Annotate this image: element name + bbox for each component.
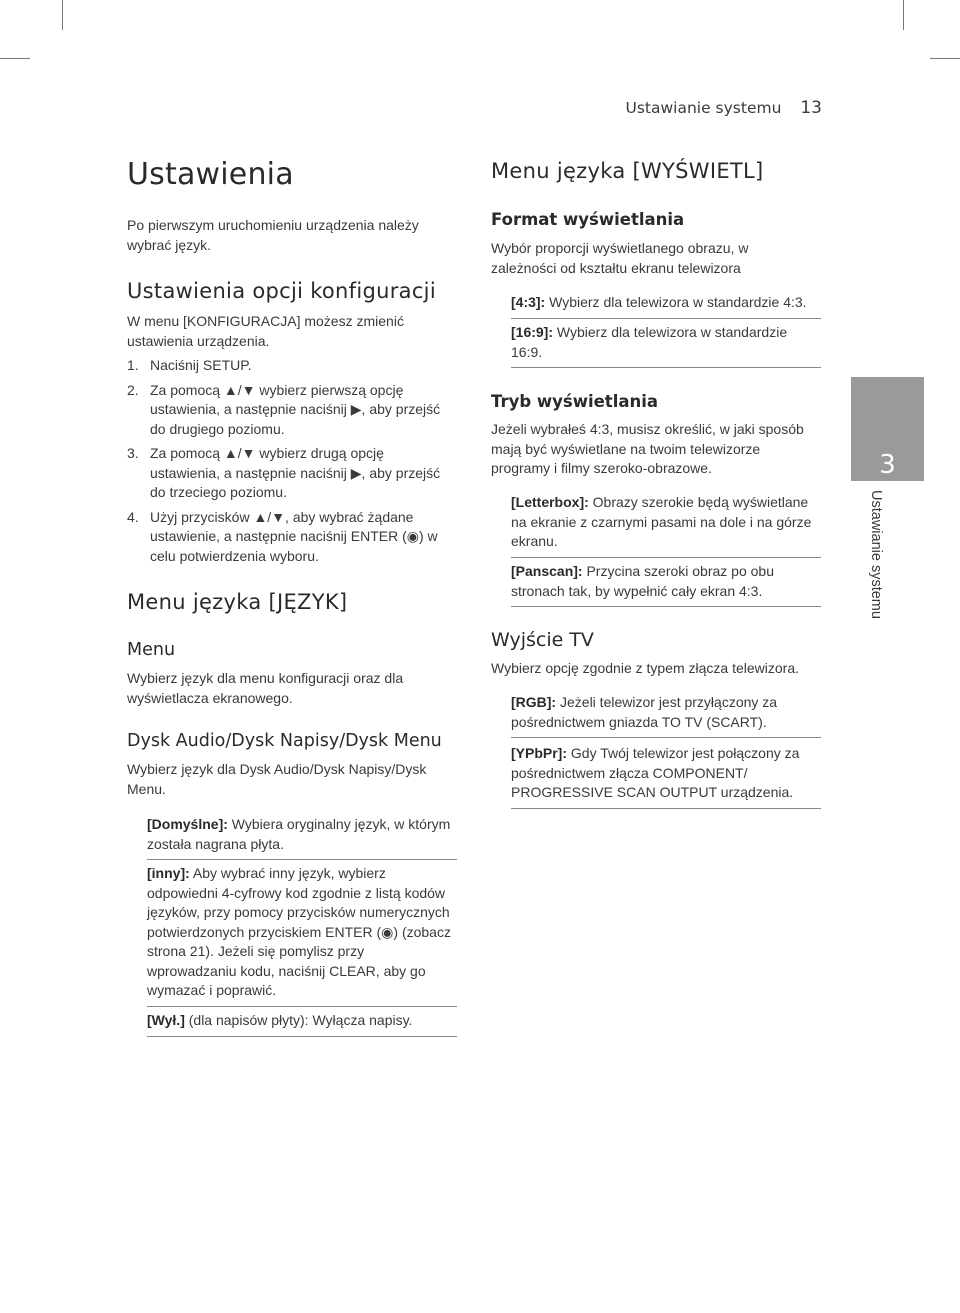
option-16-9 [511,323,821,368]
menu-subheading: Menu [127,640,176,660]
crop-mark [62,0,63,30]
option-key: [RGB]: [511,694,557,710]
option-key: [Wył.] [147,1012,185,1028]
tv-output-heading: Wyjście TV [491,629,594,651]
step-item [127,508,457,567]
step-text: Naciśnij SETUP. [150,357,252,373]
step-item [127,444,457,503]
running-header [422,98,822,118]
option-text: Wybiera oryginalny język, w którym została nagrana płyta. [147,816,451,852]
option-rgb [511,693,821,738]
step-text: Za pomocą ▲/▼ wybierz pierwszą opcję ustawienia, a następnie naciśnij ▶, aby przejść do drugiego poziomu. [150,381,441,437]
chapter-label-text: Ustawianie systemu [868,490,884,619]
menu-text: Wybierz język dla menu konfiguracji oraz dla wyświetlacza ekranowego. [127,670,404,706]
disc-text: Wybierz język dla Dysk Audio/Dysk Napisy/Dysk Menu. [127,761,427,797]
option-key: [Letterbox]: [511,494,589,510]
step-number: 1. [127,357,139,373]
option-4-3 [511,293,821,319]
option-text: Wybierz dla telewizora w standardzie 4:3. [545,294,807,310]
option-letterbox [511,493,821,558]
format-text: Wybór proporcji wyświetlanego obrazu, w zależności od kształtu ekranu telewizora [491,240,749,276]
step-number: 2. [127,381,139,398]
format-heading: Format wyświetlania [491,210,685,229]
option-text: Wybierz dla telewizora w standardzie 16:9. [511,324,788,360]
option-text: Aby wybrać inny język, wybierz odpowiedni 4-cyfrowy kod zgodnie z listą kodów języków, przy pomocy przycisków numerycznych potwierdzonych przyciskiem ENTER (◉) (zobacz strona 21). Jeżeli się pomylisz przy wprowadzaniu kodu, naciśnij CLEAR, aby go wymazać i poprawić. [147,865,451,998]
option-text: Gdy Twój telewizor jest połączony za pośrednictwem złącza COMPONENT/ PROGRESSIVE SCAN OUTPUT urządzenia. [511,745,800,800]
mode-heading: Tryb wyświetlania [491,392,659,411]
option-key: [Domyślne]: [147,816,228,832]
chapter-number: 3 [879,450,896,480]
intro-text: Po pierwszym uruchomieniu urządzenia należy wybrać język. [127,217,419,253]
step-number: 4. [127,508,139,525]
disc-subheading: Dysk Audio/Dysk Napisy/Dysk Menu [127,731,442,751]
page-title: Ustawienia [127,157,294,192]
config-intro: W menu [KONFIGURACJA] możesz zmienić ustawienia urządzenia. [127,313,404,349]
step-item [127,356,457,376]
header-section-title: Ustawianie systemu [625,99,782,117]
crop-mark [903,0,904,30]
option-key: [YPbPr]: [511,745,567,761]
option-other [147,864,457,1007]
option-text: Obrazy szerokie będą wyświetlane na ekranie z czarnymi pasami na dole i na górze ekranu. [511,494,812,549]
step-number: 3. [127,445,139,461]
page-number: 13 [800,98,822,118]
option-text: Jeżeli telewizor jest przyłączony za pośrednictwem gniazda TO TV (SCART). [511,694,778,730]
display-menu-heading: Menu języka [WYŚWIETL] [491,159,764,183]
option-ypbpr [511,744,821,809]
step-text: Za pomocą ▲/▼ wybierz drugą opcję ustawienia, a następnie naciśnij ▶, aby przejść do trzeciego poziomu. [150,445,441,500]
option-key: [16:9]: [511,324,554,340]
option-key: [inny]: [147,865,190,881]
language-menu-heading: Menu języka [JĘZYK] [127,590,348,614]
option-key: [4:3]: [511,294,546,310]
step-item [127,381,457,440]
config-heading: Ustawienia opcji konfiguracji [127,279,436,303]
step-text: Użyj przycisków ▲/▼, aby wybrać żądane ustawienie, a następnie naciśnij ENTER (◉) w celu potwierdzenia wyboru. [150,508,438,564]
setup-steps [127,356,457,571]
option-text: Przycina szeroki obraz po obu stronach tak, by wypełnić cały ekran 4:3. [511,563,775,599]
mode-text: Jeżeli wybrałeś 4:3, musisz określić, w jaki sposób mają być wyświetlane na twoim telewizorze programy i filmy szeroko-obrazowe. [491,421,804,476]
crop-mark [930,58,960,59]
option-key: [Panscan]: [511,563,583,579]
tv-output-text: Wybierz opcję zgodnie z typem złącza telewizora. [491,660,800,676]
chapter-side-label [866,490,886,640]
chapter-tab [851,377,924,481]
option-text: (dla napisów płyty): Wyłącza napisy. [184,1012,413,1028]
option-off [147,1011,457,1037]
option-panscan [511,562,821,607]
crop-mark [0,58,30,59]
option-default [147,815,457,860]
